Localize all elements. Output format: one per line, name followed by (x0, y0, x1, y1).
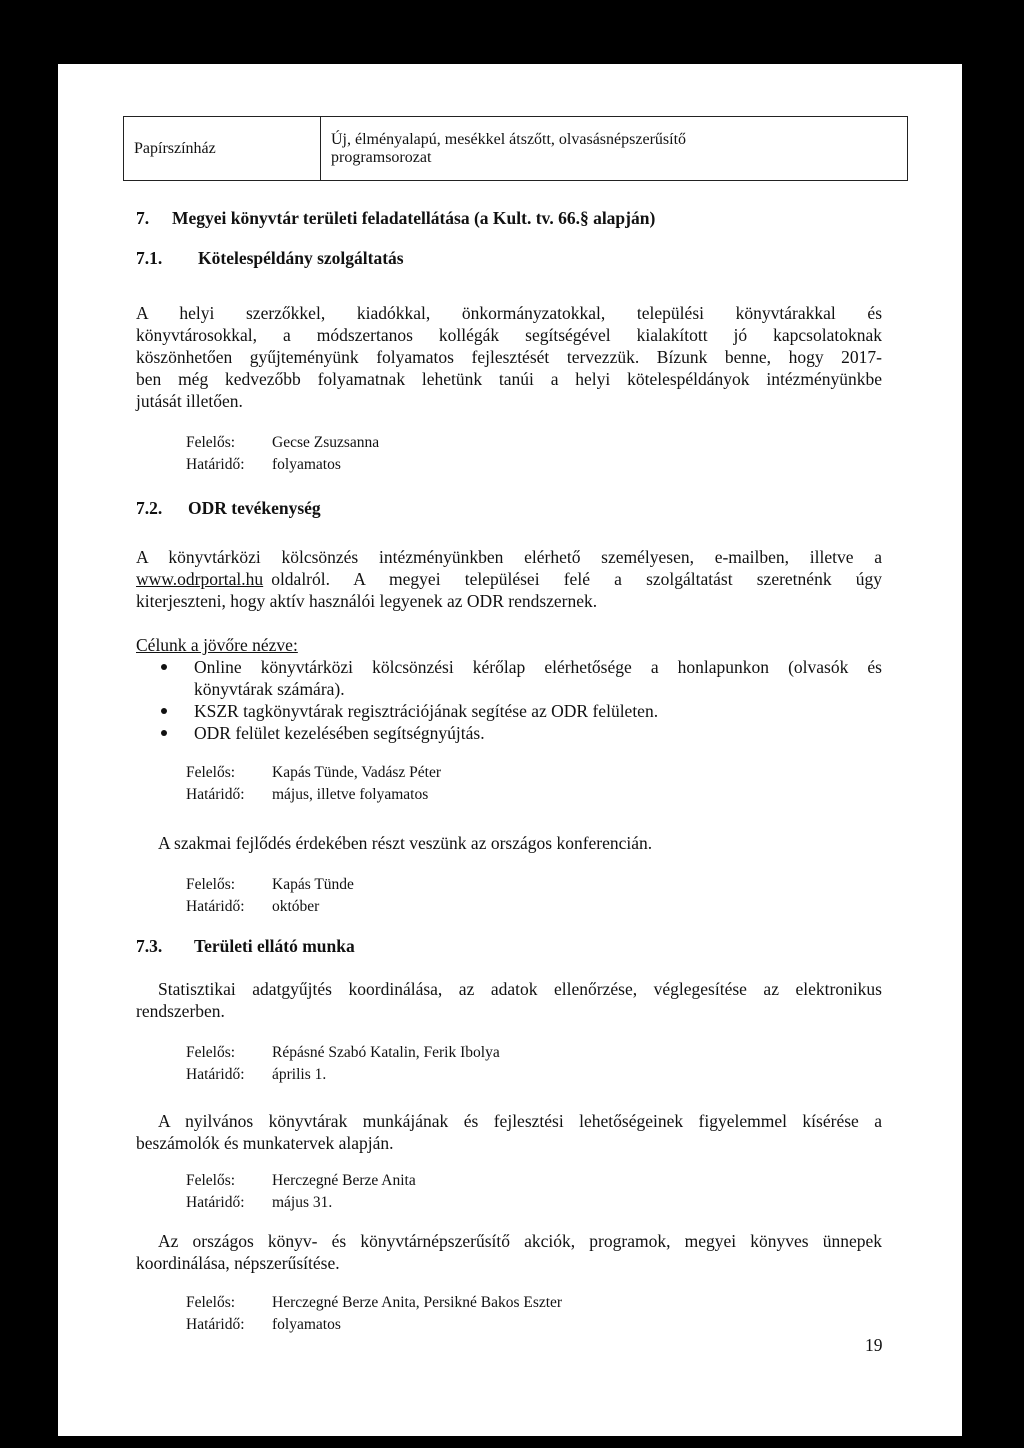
deadline-value: folyamatos (272, 1316, 341, 1333)
program-table (123, 116, 908, 181)
odrportal-link[interactable]: www.odrportal.hu (136, 569, 264, 589)
paragraph-line: A szakmai fejlődés érdekében részt veszünk az országos konferencián. (158, 833, 653, 853)
goals-list (158, 656, 882, 744)
list-item-text: könyvtárak számára). (194, 679, 345, 699)
deadline-label: Határidő: (186, 456, 245, 473)
deadline-row (186, 456, 341, 474)
section-number: 7. (136, 208, 150, 228)
deadline-row (186, 898, 319, 916)
responsible-label: Felelős: (186, 434, 236, 451)
paragraph-line: A könyvtárközi kölcsönzés intézményünkben elérhető személyesen, e-mailben, illetve a (136, 547, 882, 567)
deadline-value: május 31. (272, 1194, 333, 1211)
responsible-value: Kapás Tünde, Vadász Péter (272, 764, 442, 781)
list-item (158, 656, 882, 700)
responsible-row (186, 1172, 416, 1190)
subsection-number: 7.3. (136, 936, 163, 956)
deadline-value: május, illetve folyamatos (272, 786, 429, 803)
paragraph-line: Az országos könyv- és könyvtárnépszerűsítő akciók, programok, megyei könyves ünnepek (158, 1231, 882, 1251)
table-cell-description (321, 117, 908, 181)
responsible-row (186, 1044, 500, 1062)
paragraph-line: köszönhetően gyűjteményünk folyamatos fejlesztését tervezzük. Bízunk benne, hogy 2017- (136, 347, 882, 367)
goals-title: Célunk a jövőre nézve: (136, 635, 298, 655)
responsible-label: Felelős: (186, 1172, 236, 1189)
responsible-row (186, 1294, 562, 1312)
subsection-title: Területi ellátó munka (194, 936, 355, 956)
deadline-label: Határidő: (186, 1316, 245, 1333)
paragraph-line: A helyi szerzőkkel, kiadókkal, önkormányzatokkal, települési könyvtárakkal és (136, 303, 882, 323)
paragraph-line: rendszerben. (136, 1001, 225, 1021)
paragraph-line (136, 568, 882, 590)
subsection-title: ODR tevékenység (188, 498, 321, 518)
paragraph-line: ben még kedvezőbb folyamatnak lehetünk tanúi a helyi kötelespéldányok intézményünkbe (136, 369, 882, 389)
responsible-value: Gecse Zsuzsanna (272, 434, 380, 451)
responsible-value: Kapás Tünde (272, 876, 354, 893)
paragraph-line: jutását illetően. (136, 391, 243, 411)
responsible-value: Répásné Szabó Katalin, Ferik Ibolya (272, 1044, 500, 1061)
responsible-row (186, 876, 354, 894)
deadline-value: folyamatos (272, 456, 341, 473)
responsible-label: Felelős: (186, 764, 236, 781)
paragraph-text: oldalról. A megyei települései felé a szolgáltatást szeretnénk úgy (271, 569, 882, 589)
subsection-title: Kötelespéldány szolgáltatás (198, 248, 404, 268)
deadline-row (186, 1066, 326, 1084)
responsible-label: Felelős: (186, 876, 236, 893)
responsible-label: Felelős: (186, 1044, 236, 1061)
list-item: ODR felület kezelésében segítségnyújtás. (158, 722, 882, 744)
deadline-label: Határidő: (186, 898, 245, 915)
responsible-value: Herczegné Berze Anita (272, 1172, 416, 1189)
paragraph-line: A nyilvános könyvtárak munkájának és fejlesztési lehetőségeinek figyelemmel kísérése a (158, 1111, 882, 1131)
subsection-number: 7.2. (136, 498, 163, 518)
list-item: KSZR tagkönyvtárak regisztrációjának segítése az ODR felületen. (158, 700, 882, 722)
deadline-row (186, 786, 428, 804)
page-number: 19 (865, 1335, 883, 1355)
document-page (58, 64, 962, 1436)
paragraph-line: könyvtárosokkal, a módszertanos kollégák segítségével kialakított jó kapcsolatoknak (136, 325, 882, 345)
subsection-number: 7.1. (136, 248, 163, 268)
paragraph-line: beszámolók és munkatervek alapján. (136, 1133, 394, 1153)
responsible-value: Herczegné Berze Anita, Persikné Bakos Eszter (272, 1294, 563, 1311)
deadline-value: október (272, 898, 320, 915)
deadline-value: április 1. (272, 1066, 327, 1083)
responsible-label: Felelős: (186, 1294, 236, 1311)
paragraph-line: koordinálása, népszerűsítése. (136, 1253, 340, 1273)
deadline-label: Határidő: (186, 1066, 245, 1083)
description-line-2: programsorozat (331, 148, 432, 166)
description-line-1: Új, élményalapú, mesékkel átszőtt, olvasásnépszerűsítő (331, 130, 687, 148)
deadline-row (186, 1316, 341, 1334)
deadline-label: Határidő: (186, 1194, 245, 1211)
deadline-row (186, 1194, 332, 1212)
section-title: Megyei könyvtár területi feladatellátása (a Kult. tv. 66.§ alapján) (172, 208, 656, 228)
deadline-label: Határidő: (186, 786, 245, 803)
responsible-row (186, 434, 379, 452)
paragraph-line: Statisztikai adatgyűjtés koordinálása, az adatok ellenőrzése, véglegesítése az elektronikus (158, 979, 882, 999)
responsible-row (186, 764, 441, 782)
paragraph-line: kiterjeszteni, hogy aktív használói legyenek az ODR rendszernek. (136, 591, 598, 611)
list-item-text: Online könyvtárközi kölcsönzési kérőlap elérhetősége a honlapunkon (olvasók és (194, 657, 882, 677)
table-cell-title: Papírszínház (124, 117, 321, 181)
